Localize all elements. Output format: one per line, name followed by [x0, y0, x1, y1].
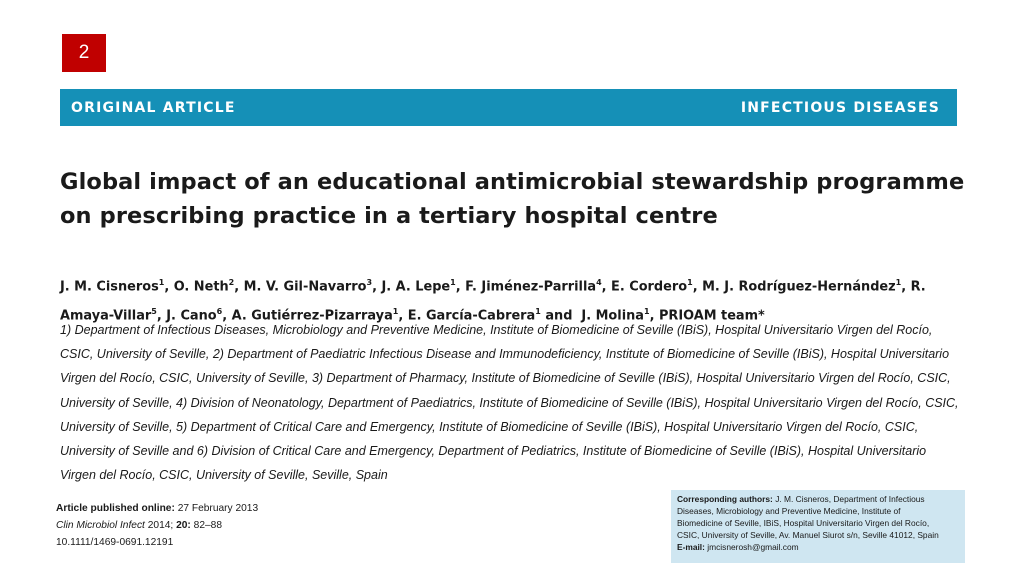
author-affiliation-sup: 1 [687, 278, 693, 287]
article-type-label: ORIGINAL ARTICLE [71, 99, 236, 116]
author-separator: , [222, 308, 232, 324]
page-number-badge: 2 [62, 34, 106, 72]
author-separator: , [372, 279, 382, 295]
published-online-row [56, 500, 456, 517]
published-online-label: Article published online: [56, 503, 175, 514]
correspondence-line: J. M. Cisneros, Department of Infectious [775, 494, 925, 504]
author-name: M. V. Gil-Navarro [243, 279, 367, 295]
author-affiliation-sup: 1 [158, 278, 165, 287]
citation-volume: 20: [176, 520, 191, 531]
author-separator: , [234, 279, 244, 295]
correspondence-label: Corresponding authors: [677, 494, 773, 504]
article-title-line-1: Global impact of an educational antimicrobial stewardship programme [60, 169, 965, 195]
author-name: J. Molina [581, 308, 644, 324]
author-affiliation-sup: 5 [151, 307, 157, 317]
affiliations [60, 318, 965, 487]
author-separator: , [398, 308, 408, 324]
author-list-line-1 [60, 270, 960, 299]
author-affiliation-sup: 6 [216, 307, 223, 317]
correspondence-line: Biomedicine of Seville, IBiS, Hospital Universitario Virgen del Rocío, [677, 518, 930, 529]
author-affiliation-sup: 1 [643, 307, 650, 317]
correspondence-row-1 [677, 493, 959, 505]
author-name: J. M. Cisneros [60, 279, 159, 295]
affiliation-line: CSIC, University of Seville, 2) Department of Paediatric Infectious Disease and Immunodeficiency, Institute of Biomedicine of Seville (IBiS), Hospital Universitario [60, 347, 950, 362]
citation-year: 2014; [147, 520, 174, 531]
author-separator: , [164, 279, 174, 295]
author-separator: , [649, 308, 659, 324]
article-title [60, 165, 965, 233]
affiliation-line: University of Seville, 5) Department of Critical Care and Emergency, Institute of Biomedicine of Seville (IBiS), Hospital Universitario Virgen del Rocío, CSIC, [60, 419, 919, 434]
author-affiliation-sup: 1 [535, 307, 541, 317]
citation-row [56, 517, 456, 534]
author-separator: , [156, 308, 167, 324]
author-separator: , [901, 279, 911, 295]
author-affiliation-sup: 4 [596, 278, 602, 287]
published-online-date: 27 February 2013 [177, 503, 259, 514]
article-section-label: INFECTIOUS DISEASES [740, 99, 940, 116]
affiliation-line: 1) Department of Infectious Diseases, Microbiology and Preventive Medicine, Institute of Biomedicine of Seville (IBiS), Hospital Universitario Virgen del Rocío, [60, 323, 933, 337]
author-separator: , [601, 279, 612, 295]
author-affiliation-sup: 1 [895, 278, 902, 287]
author-separator: , [455, 279, 466, 295]
correspondence-line: Diseases, Microbiology and Preventive Medicine, Institute of [677, 506, 901, 517]
correspondence-box [671, 490, 965, 563]
email-label: E-mail: [677, 542, 705, 553]
correspondence-email-row [677, 541, 959, 553]
author-name: E. Cordero [611, 279, 688, 295]
affiliation-line: Virgen del Rocío, CSIC, University of Seville, Seville, Spain [60, 468, 388, 483]
journal-name: Clin Microbiol Infect [56, 520, 145, 531]
email-address[interactable]: jmcisnerosh@gmail.com [707, 542, 799, 553]
author-affiliation-sup: 1 [450, 278, 456, 287]
article-category-banner [60, 89, 957, 126]
author-separator: , [692, 279, 703, 295]
author-name: O. Neth [173, 279, 229, 295]
author-name: F. Jiménez-Parrilla [465, 279, 597, 295]
publication-info [56, 500, 456, 551]
affiliation-line: Virgen del Rocío, CSIC, University of Seville, 3) Department of Pharmacy, Institute of Biomedicine of Seville (IBiS), Hospital Universitario Virgen del Rocío, CSIC, [60, 371, 951, 386]
author-name: E. García-Cabrera [407, 308, 536, 324]
author-name: PRIOAM team* [658, 308, 765, 324]
citation-pages: 82–88 [193, 520, 222, 531]
author-name: M. J. Rodríguez-Hernández [702, 279, 896, 295]
affiliation-line: University of Seville and 6) Division of Critical Care and Emergency, Department of Pediatrics, Institute of Biomedicine of Seville (IBiS), Hospital Universitario [60, 444, 927, 459]
affiliation-line: University of Seville, 4) Division of Neonatology, Department of Paediatrics, Institute of Biomedicine of Seville (IBiS), Hospital Universitario Virgen del Rocío, CSIC, [60, 395, 959, 410]
author-affiliation-sup: 1 [392, 307, 399, 317]
author-name: J. Cano [166, 308, 217, 324]
author-name: Amaya-Villar [60, 308, 152, 324]
article-title-line-2: on prescribing practice in a tertiary hospital centre [60, 203, 718, 229]
author-affiliation-sup: 2 [228, 278, 235, 287]
author-separator: and [540, 308, 582, 324]
author-name: A. Gutiérrez-Pizarraya [231, 308, 393, 324]
author-affiliation-sup: 3 [366, 278, 373, 287]
author-name: R. [910, 279, 926, 295]
author-name: J. A. Lepe [381, 279, 451, 295]
correspondence-line: CSIC, University of Seville, Av. Manuel Siurot s/n, Seville 41012, Spain [677, 530, 939, 541]
doi: 10.1111/1469-0691.12191 [56, 537, 174, 548]
